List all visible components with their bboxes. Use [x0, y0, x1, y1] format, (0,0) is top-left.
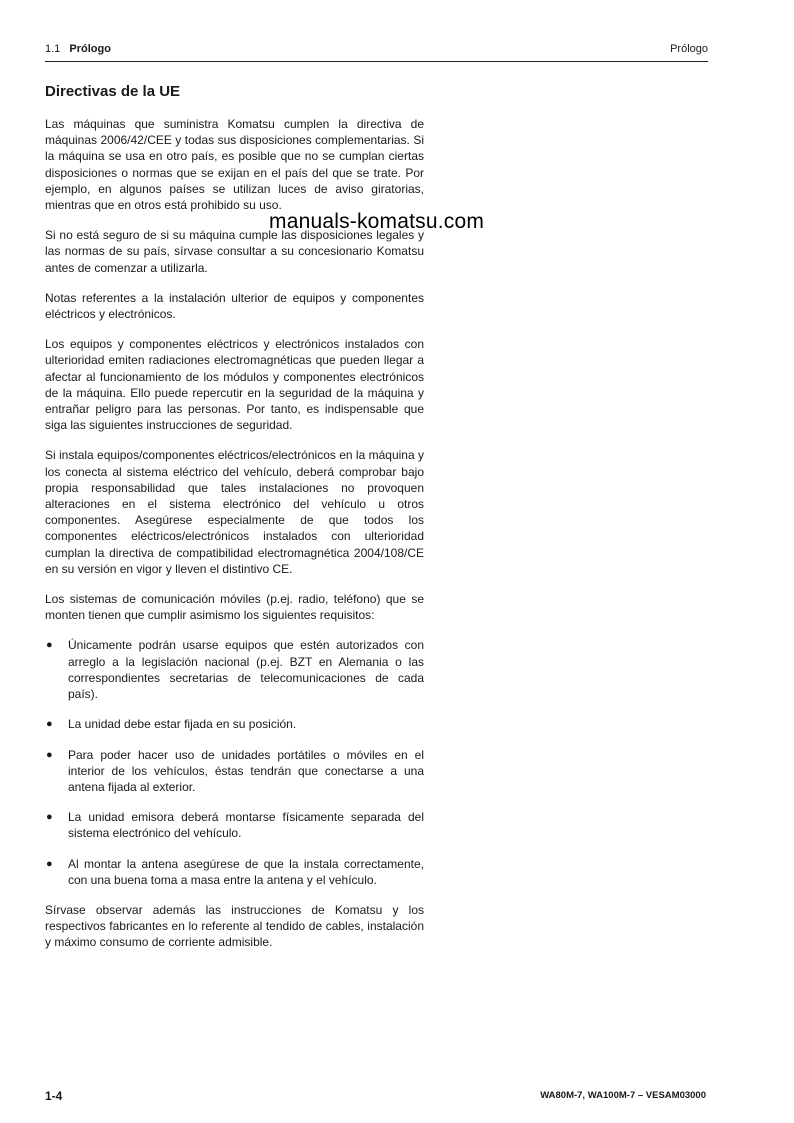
- list-item-text: Para poder hacer uso de unidades portátiles o móviles en el interior de los vehículos, éstas tendrán que conectarse a una antena fijada al exterior.: [68, 747, 424, 794]
- bullet-icon: ●: [46, 811, 53, 824]
- header-section: [45, 43, 111, 55]
- header-chapter-title: Prólogo: [670, 43, 708, 55]
- watermark: manuals-komatsu.com: [269, 210, 485, 233]
- list-item: [45, 637, 424, 702]
- requirements-list: [45, 637, 424, 887]
- list-item: [45, 809, 424, 841]
- paragraph: Las máquinas que suministra Komatsu cumplen la directiva de máquinas 2006/42/CEE y todas sus disposiciones complementarias. Si la máquina se usa en otro país, es posible que no se cumplan ciertas disposiciones o normas que se exijan en el país del que se trate. Por ejemplo, en algunos países se utilizan luces de aviso giratorias, mientras que en otros está prohibido su uso.: [45, 117, 424, 213]
- list-item-text: La unidad emisora deberá montarse físicamente separada del sistema electrónico del vehículo.: [68, 810, 424, 841]
- page-number: 1-4: [45, 1089, 63, 1103]
- page-header: [45, 41, 708, 62]
- list-item-text: La unidad debe estar fijada en su posición.: [68, 717, 297, 732]
- paragraph: Los sistemas de comunicación móviles (p.ej. radio, teléfono) que se monten tienen que cumplir asimismo los siguientes requisitos:: [45, 592, 424, 623]
- header-section-number: 1.1: [45, 43, 61, 55]
- list-item: [45, 716, 424, 732]
- paragraph: Si no está seguro de si su máquina cumple las disposiciones legales y las normas de su país, sírvase consultar a su concesionario Komatsu antes de comenzar a utilizarla.: [45, 228, 424, 275]
- bullet-icon: ●: [46, 639, 53, 652]
- list-item: [45, 747, 424, 796]
- bullet-icon: ●: [46, 857, 53, 870]
- paragraph: Notas referentes a la instalación ulterior de equipos y componentes eléctricos y electrónicos.: [45, 290, 424, 322]
- list-item: [45, 856, 424, 888]
- header-section-title: Prólogo: [69, 43, 111, 55]
- bullet-icon: ●: [46, 748, 53, 761]
- bullet-icon: ●: [46, 718, 53, 731]
- closing-paragraph: Sírvase observar además las instrucciones de Komatsu y los respectivos fabricantes en lo referente al tendido de cables, instalación y máximo consumo de corriente admisible.: [45, 902, 424, 950]
- document-code: WA80M-7, WA100M-7 – VESAM03000: [540, 1090, 706, 1101]
- paragraph: Los equipos y componentes eléctricos y electrónicos instalados con ulterioridad emiten radiaciones electromagnéticas que pueden llegar a afectar al funcionamiento de los módulos y componentes electrónicos de la máquina. Ello puede repercutir en la seguridad de la máquina y entrañar peligro para las personas. Por tanto, es indispensable que siga las siguientes instrucciones de seguridad.: [45, 337, 424, 433]
- section-heading: Directivas de la UE: [45, 83, 181, 100]
- list-item-text: Al montar la antena asegúrese de que la instala correctamente, con una buena toma a masa entre la antena y el vehículo.: [68, 856, 424, 887]
- paragraph: Si instala equipos/componentes eléctricos/electrónicos en la máquina y los conecta al sistema eléctrico del vehículo, deberá comprobar bajo propia responsabilidad que tales instalaciones no provoquen alteraciones en el sistema electrónico del vehículo u otros componentes. Asegúrese especialmente de que todos los componentes eléctricos/electrónicos instalados con ulterioridad cumplan la directiva de compatibilidad electromagnética 2004/108/CE en su versión en vigor y lleven el distintivo CE.: [45, 448, 424, 576]
- list-item-text: Únicamente podrán usarse equipos que estén autorizados con arreglo a la legislación nacional (p.ej. BZT en Alemania o las correspondientes secretarias de telecomunicaciones de cada país).: [68, 638, 424, 702]
